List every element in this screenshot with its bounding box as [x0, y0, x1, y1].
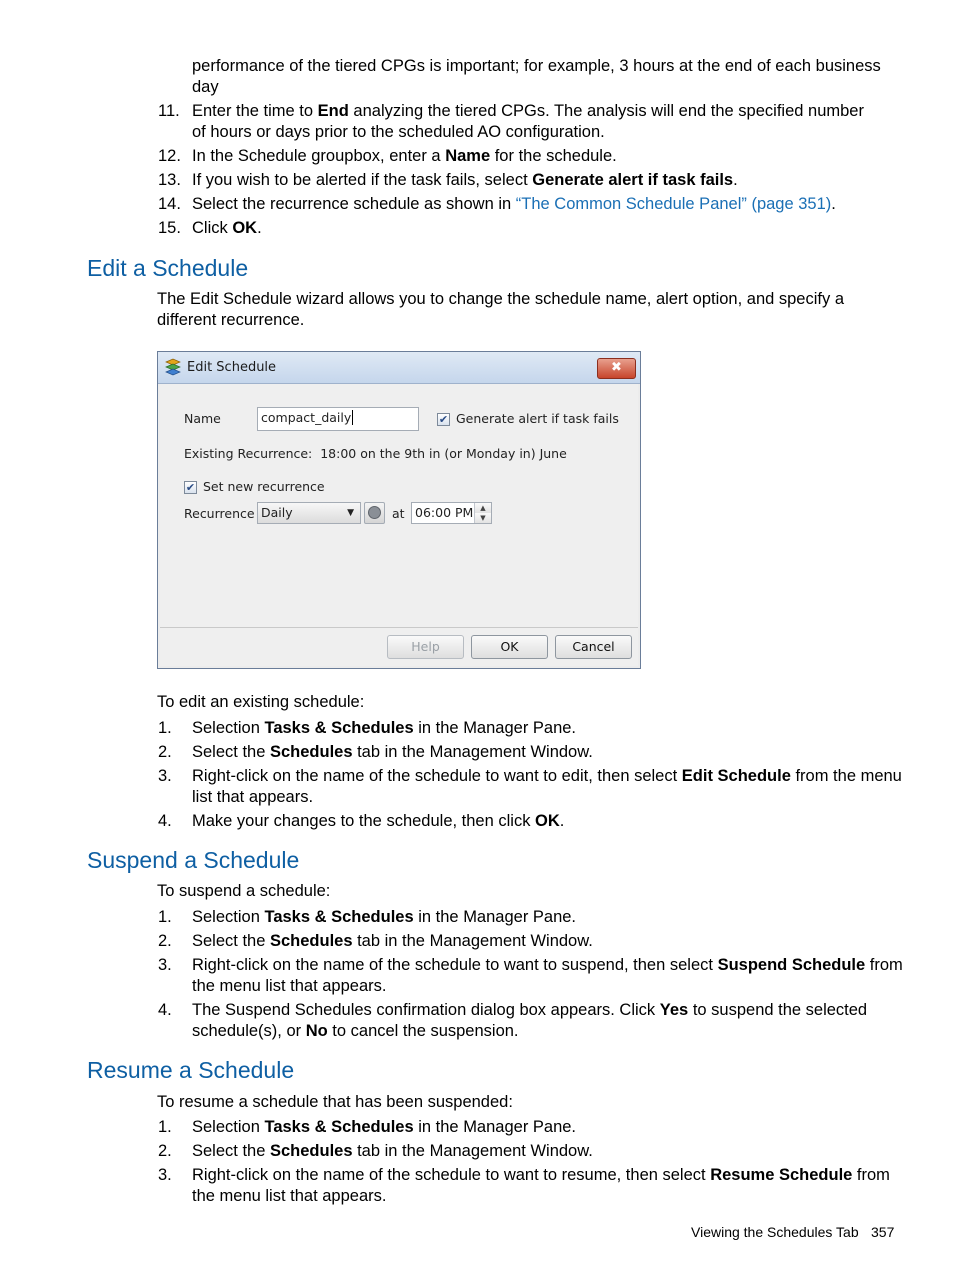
step-number: 1.: [158, 719, 172, 737]
suspend-step-2: Select the Schedules tab in the Management Window.: [192, 932, 593, 950]
dialog-title: Edit Schedule: [187, 360, 277, 375]
edit-step-1: Selection Tasks & Schedules in the Manager Pane.: [192, 719, 577, 737]
step-number: 4.: [158, 1001, 172, 1019]
step-number: 3.: [158, 1166, 172, 1184]
page-number: 357: [871, 1224, 895, 1240]
edit-step-4: Make your changes to the schedule, then click OK.: [192, 812, 565, 830]
cancel-button[interactable]: Cancel: [555, 635, 632, 659]
step-number: 3.: [158, 956, 172, 974]
edit-lead: To edit an existing schedule:: [157, 693, 365, 711]
suspend-step-1: Selection Tasks & Schedules in the Manager Pane.: [192, 908, 577, 926]
clock-icon: [368, 506, 381, 519]
existing-recurrence: Existing Recurrence: 18:00 on the 9th in (or Monday in) June: [184, 446, 567, 461]
chevron-down-icon: ▼: [347, 508, 354, 518]
suspend-step-4-continued: schedule(s), or No to cancel the suspension.: [192, 1022, 519, 1040]
edit-intro: The Edit Schedule wizard allows you to change the schedule name, alert option, and specify a: [157, 290, 844, 308]
intro-line: performance of the tiered CPGs is important; for example, 3 hours at the end of each business: [192, 57, 881, 75]
dialog-body: [160, 384, 638, 666]
recurrence-label: Recurrence: [184, 506, 255, 521]
spin-down-icon[interactable]: ▼: [475, 513, 491, 523]
step-number: 4.: [158, 812, 172, 830]
step-11: Enter the time to End analyzing the tiered CPGs. The analysis will end the specified number: [192, 102, 864, 120]
clock-button[interactable]: [364, 502, 385, 524]
spin-up-icon[interactable]: ▲: [475, 503, 491, 513]
button-separator: [160, 627, 638, 628]
step-15: Click OK.: [192, 219, 262, 237]
resume-step-3-continued: the menu list that appears.: [192, 1187, 387, 1205]
time-value: 06:00 PM: [415, 505, 474, 520]
section-heading-edit: Edit a Schedule: [87, 255, 249, 281]
resume-step-2: Select the Schedules tab in the Management Window.: [192, 1142, 593, 1160]
step-number: 14.: [158, 195, 181, 213]
recurrence-dropdown[interactable]: Daily ▼: [257, 502, 361, 524]
step-number: 12.: [158, 147, 181, 165]
spinner-buttons[interactable]: [474, 503, 491, 523]
resume-step-1: Selection Tasks & Schedules in the Manager Pane.: [192, 1118, 577, 1136]
ok-button[interactable]: OK: [471, 635, 548, 659]
step-number: 2.: [158, 932, 172, 950]
edit-step-3: Right-click on the name of the schedule to want to edit, then select Edit Schedule from the menu: [192, 767, 902, 785]
step-12: In the Schedule groupbox, enter a Name for the schedule.: [192, 147, 617, 165]
edit-intro: different recurrence.: [157, 311, 305, 329]
section-heading-suspend: Suspend a Schedule: [87, 847, 300, 873]
suspend-step-4: The Suspend Schedules confirmation dialog box appears. Click Yes to suspend the selected: [192, 1001, 868, 1019]
step-number: 2.: [158, 1142, 172, 1160]
suspend-step-3: Right-click on the name of the schedule to want to suspend, then select Suspend Schedule from: [192, 956, 903, 974]
generate-alert-checkbox[interactable]: ✔: [438, 413, 449, 426]
step-11-continued: of hours or days prior to the scheduled AO configuration.: [192, 123, 605, 141]
close-button[interactable]: ✖: [597, 358, 636, 379]
intro-line: day: [192, 78, 219, 96]
edit-schedule-dialog: [157, 351, 641, 669]
suspend-lead: To suspend a schedule:: [157, 882, 331, 900]
dialog-titlebar: [158, 352, 640, 384]
name-field[interactable]: compact_daily: [257, 407, 419, 431]
at-label: at: [392, 506, 405, 521]
footer-section-title: Viewing the Schedules Tab: [691, 1224, 859, 1240]
step-number: 2.: [158, 743, 172, 761]
app-logo-icon: [164, 358, 182, 376]
step-number: 1.: [158, 908, 172, 926]
step-number: 13.: [158, 171, 181, 189]
step-number: 3.: [158, 767, 172, 785]
step-number: 1.: [158, 1118, 172, 1136]
edit-step-3-continued: list that appears.: [192, 788, 314, 806]
help-button[interactable]: Help: [387, 635, 464, 659]
suspend-step-3-continued: the menu list that appears.: [192, 977, 387, 995]
name-label: Name: [184, 411, 221, 426]
section-heading-resume: Resume a Schedule: [87, 1057, 295, 1083]
set-new-recurrence-label: Set new recurrence: [203, 479, 325, 494]
set-new-recurrence-checkbox[interactable]: ✔: [185, 481, 196, 494]
time-spinner[interactable]: [411, 502, 492, 524]
step-13: If you wish to be alerted if the task fails, select Generate alert if task fails.: [192, 171, 738, 189]
cross-reference-link[interactable]: “The Common Schedule Panel” (page 351): [515, 195, 832, 213]
step-14: Select the recurrence schedule as shown in “The Common Schedule Panel” (page 351).: [192, 195, 836, 213]
generate-alert-label: Generate alert if task fails: [456, 411, 619, 426]
step-number: 11.: [158, 102, 180, 120]
edit-step-2: Select the Schedules tab in the Management Window.: [192, 743, 593, 761]
resume-step-3: Right-click on the name of the schedule to want to resume, then select Resume Schedule from: [192, 1166, 890, 1184]
step-number: 15.: [158, 219, 181, 237]
resume-lead: To resume a schedule that has been suspended:: [157, 1093, 513, 1111]
